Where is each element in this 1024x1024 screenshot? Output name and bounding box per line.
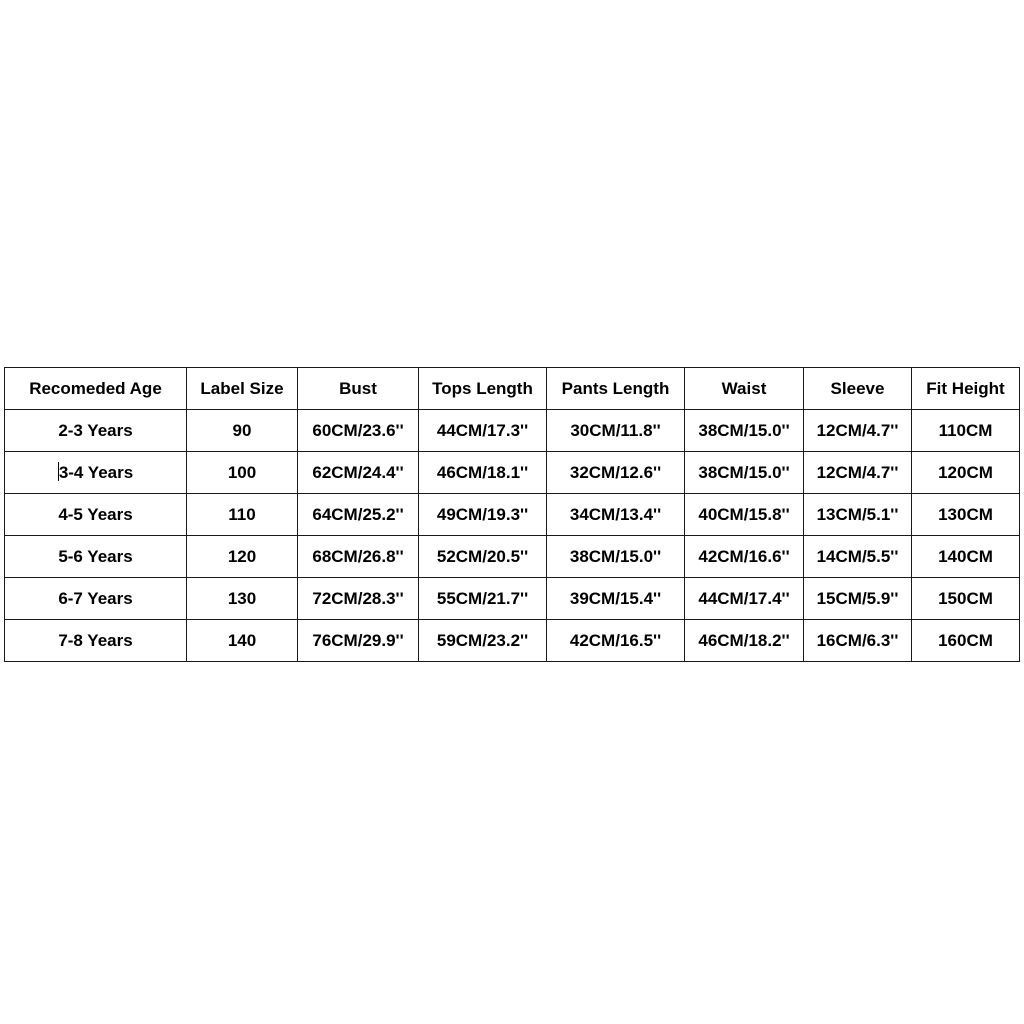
cell-age: 5-6 Years: [5, 536, 187, 578]
cell-pants-length: 38CM/15.0'': [547, 536, 685, 578]
cell-fit-height: 110CM: [912, 410, 1020, 452]
cell-label-size: 130: [187, 578, 298, 620]
cell-fit-height: 120CM: [912, 452, 1020, 494]
cell-label-size: 140: [187, 620, 298, 662]
cell-waist: 38CM/15.0'': [685, 452, 804, 494]
cell-tops-length: 52CM/20.5'': [419, 536, 547, 578]
cell-age: 4-5 Years: [5, 494, 187, 536]
table-row: [5, 452, 1020, 494]
table-row: [5, 410, 1020, 452]
cell-age-text: 3-4 Years: [58, 463, 134, 482]
cell-bust: 72CM/28.3'': [298, 578, 419, 620]
cell-pants-length: 39CM/15.4'': [547, 578, 685, 620]
cell-bust: 62CM/24.4'': [298, 452, 419, 494]
cell-tops-length: 59CM/23.2'': [419, 620, 547, 662]
cell-pants-length: 32CM/12.6'': [547, 452, 685, 494]
cell-sleeve: 12CM/4.7'': [804, 452, 912, 494]
cell-bust: 64CM/25.2'': [298, 494, 419, 536]
cell-tops-length: 46CM/18.1'': [419, 452, 547, 494]
header-tops-length: Tops Length: [419, 368, 547, 410]
table-row: [5, 536, 1020, 578]
cell-waist: 38CM/15.0'': [685, 410, 804, 452]
header-bust: Bust: [298, 368, 419, 410]
table-row: [5, 620, 1020, 662]
cell-waist: 46CM/18.2'': [685, 620, 804, 662]
table-row: [5, 494, 1020, 536]
cell-sleeve: 12CM/4.7'': [804, 410, 912, 452]
cell-label-size: 120: [187, 536, 298, 578]
cell-fit-height: 150CM: [912, 578, 1020, 620]
cell-sleeve: 16CM/6.3'': [804, 620, 912, 662]
cell-pants-length: 42CM/16.5'': [547, 620, 685, 662]
cell-bust: 60CM/23.6'': [298, 410, 419, 452]
cell-waist: 44CM/17.4'': [685, 578, 804, 620]
header-waist: Waist: [685, 368, 804, 410]
header-sleeve: Sleeve: [804, 368, 912, 410]
header-label-size: Label Size: [187, 368, 298, 410]
cell-label-size: 100: [187, 452, 298, 494]
cell-pants-length: 34CM/13.4'': [547, 494, 685, 536]
cell-bust: 68CM/26.8'': [298, 536, 419, 578]
cell-age: 7-8 Years: [5, 620, 187, 662]
header-fit-height: Fit Height: [912, 368, 1020, 410]
cell-sleeve: 15CM/5.9'': [804, 578, 912, 620]
cell-fit-height: 160CM: [912, 620, 1020, 662]
cell-waist: 40CM/15.8'': [685, 494, 804, 536]
size-chart-table: [4, 367, 1020, 662]
cell-label-size: 110: [187, 494, 298, 536]
cell-tops-length: 44CM/17.3'': [419, 410, 547, 452]
table-row: [5, 578, 1020, 620]
cell-waist: 42CM/16.6'': [685, 536, 804, 578]
cell-age: [5, 452, 187, 494]
cell-fit-height: 130CM: [912, 494, 1020, 536]
header-row: [5, 368, 1020, 410]
cell-sleeve: 13CM/5.1'': [804, 494, 912, 536]
cell-age: 6-7 Years: [5, 578, 187, 620]
cell-pants-length: 30CM/11.8'': [547, 410, 685, 452]
cell-age: 2-3 Years: [5, 410, 187, 452]
cell-sleeve: 14CM/5.5'': [804, 536, 912, 578]
cell-label-size: 90: [187, 410, 298, 452]
cell-tops-length: 49CM/19.3'': [419, 494, 547, 536]
cell-bust: 76CM/29.9'': [298, 620, 419, 662]
cell-fit-height: 140CM: [912, 536, 1020, 578]
cell-tops-length: 55CM/21.7'': [419, 578, 547, 620]
header-recommended-age: Recomeded Age: [5, 368, 187, 410]
header-pants-length: Pants Length: [547, 368, 685, 410]
